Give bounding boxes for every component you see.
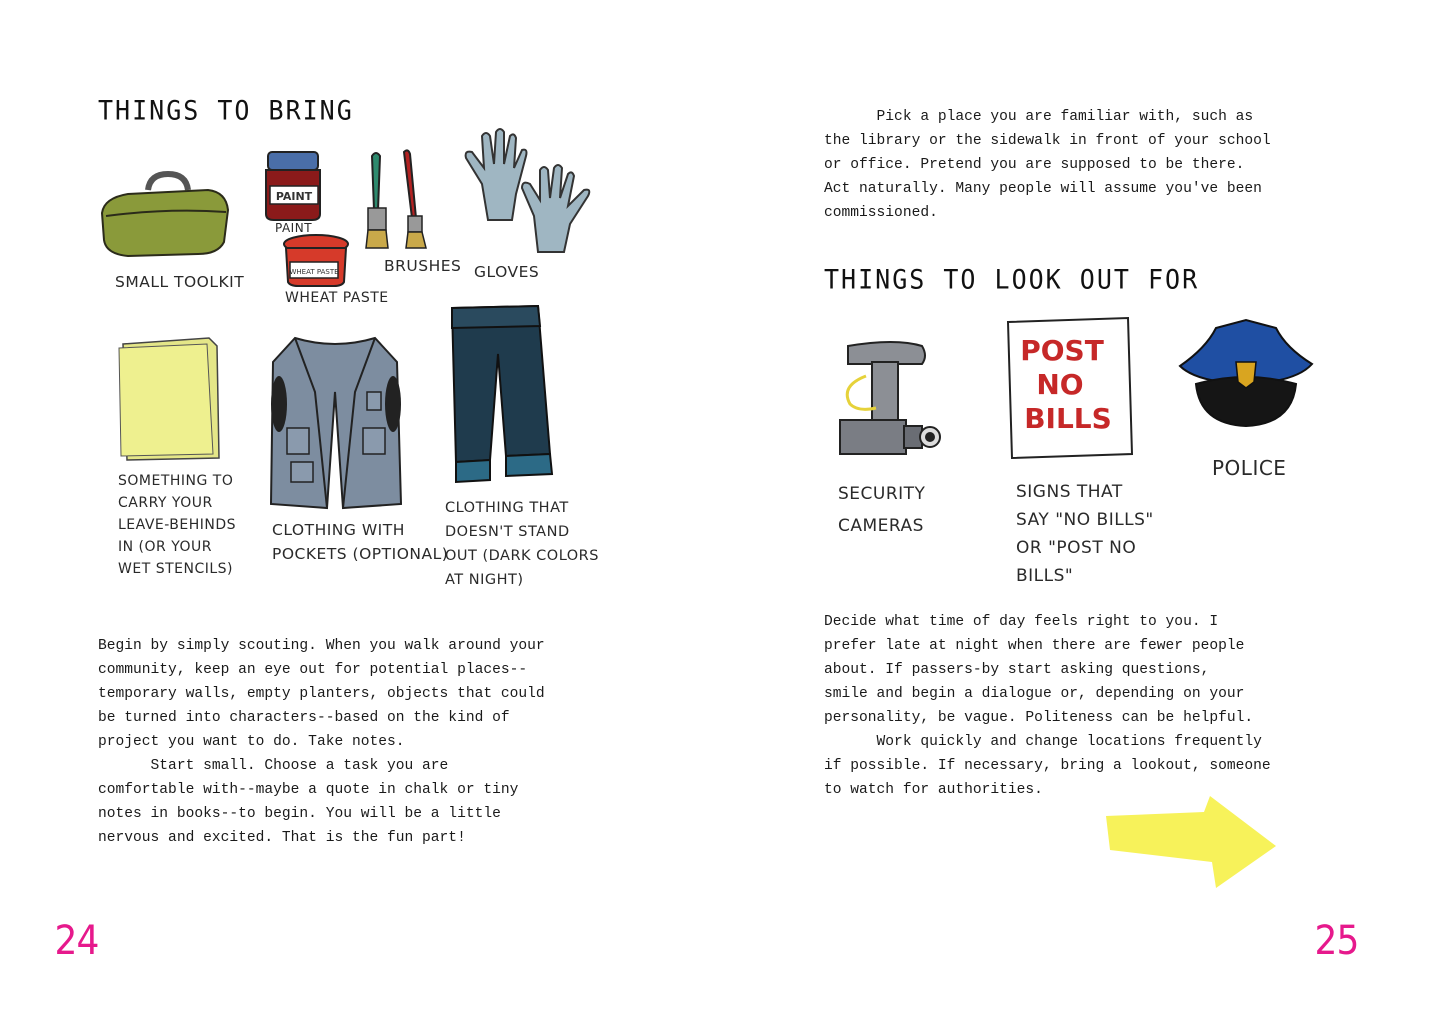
toolkit-illustration: [98, 168, 233, 263]
vest-illustration: [265, 332, 405, 512]
toolkit-caption: SMALL TOOLKIT: [115, 273, 245, 291]
things-to-look-out-for-heading: THINGS TO LOOK OUT FOR: [824, 264, 1200, 295]
paint-caption: PAINT: [275, 221, 313, 235]
pants-caption: CLOTHING THAT DOESN'T STAND OUT (DARK COLORS AT NIGHT): [445, 500, 599, 588]
right-intro-text: Pick a place you are familiar with, such as the library or the sidewalk in front of your school or office. Pretend you are supposed to be there. Act naturally. Many people will assume you've been commissioned.: [824, 109, 1271, 221]
page-number-right: 25: [1314, 918, 1359, 964]
sign-word-no: NO: [1036, 368, 1084, 401]
security-camera-illustration: [836, 338, 946, 462]
paint-jar-illustration: [262, 150, 324, 222]
vest-caption: CLOTHING WITH POCKETS (OPTIONAL): [272, 521, 449, 563]
sign-word-bills: BILLS: [1024, 402, 1112, 435]
right-body-text: Decide what time of day feels right to you. I prefer late at night when there are fewer people about. If passers-by start asking questions, smile and begin a dialogue or, depending on your personality, be vague. Politeness can be helpful. Work quickly and change locations frequently if possible. If necessary, bring a lookout, someone to watch for authorities.: [824, 614, 1271, 798]
brushes-illustration: [362, 148, 438, 253]
sign-word-post: POST: [1020, 334, 1104, 367]
police-caption: POLICE: [1212, 456, 1287, 480]
left-page: [0, 0, 722, 1012]
police-cap-illustration: [1176, 318, 1316, 430]
gloves-caption: GLOVES: [474, 263, 540, 281]
brushes-caption: BRUSHES: [384, 257, 462, 275]
wheatpaste-jar-label: WHEAT PASTE: [289, 268, 339, 276]
signs-caption: SIGNS THAT SAY "NO BILLS" OR "POST NO BILLS": [1016, 482, 1154, 586]
cameras-caption: SECURITY CAMERAS: [838, 484, 926, 536]
post-no-bills-sign-illustration: [1004, 316, 1136, 460]
pants-illustration: [446, 304, 558, 486]
gloves-illustration: [460, 128, 600, 256]
page-number-left: 24: [54, 918, 99, 964]
paint-jar-label: PAINT: [275, 190, 313, 203]
things-to-bring-heading: THINGS TO BRING: [98, 95, 354, 126]
left-body-text: Begin by simply scouting. When you walk around your community, keep an eye out for potential places-- temporary walls, empty planters, objects that could be turned into characters--based on the kind of project you want to do. Take notes. Start small. Choose a task you are comfortable with--maybe a quote in chalk or tiny notes in books--to begin. You will be a little nervous and excited. That is the fun part!: [98, 638, 545, 846]
wheatpaste-jar-illustration: [282, 234, 350, 288]
folder-illustration: [115, 336, 225, 462]
folder-caption: SOMETHING TO CARRY YOUR LEAVE-BEHINDS IN (OR YOUR WET STENCILS): [118, 473, 237, 577]
next-page-arrow-icon: [1102, 794, 1282, 890]
wheatpaste-caption: WHEAT PASTE: [285, 290, 389, 306]
right-page: [722, 0, 1445, 1012]
